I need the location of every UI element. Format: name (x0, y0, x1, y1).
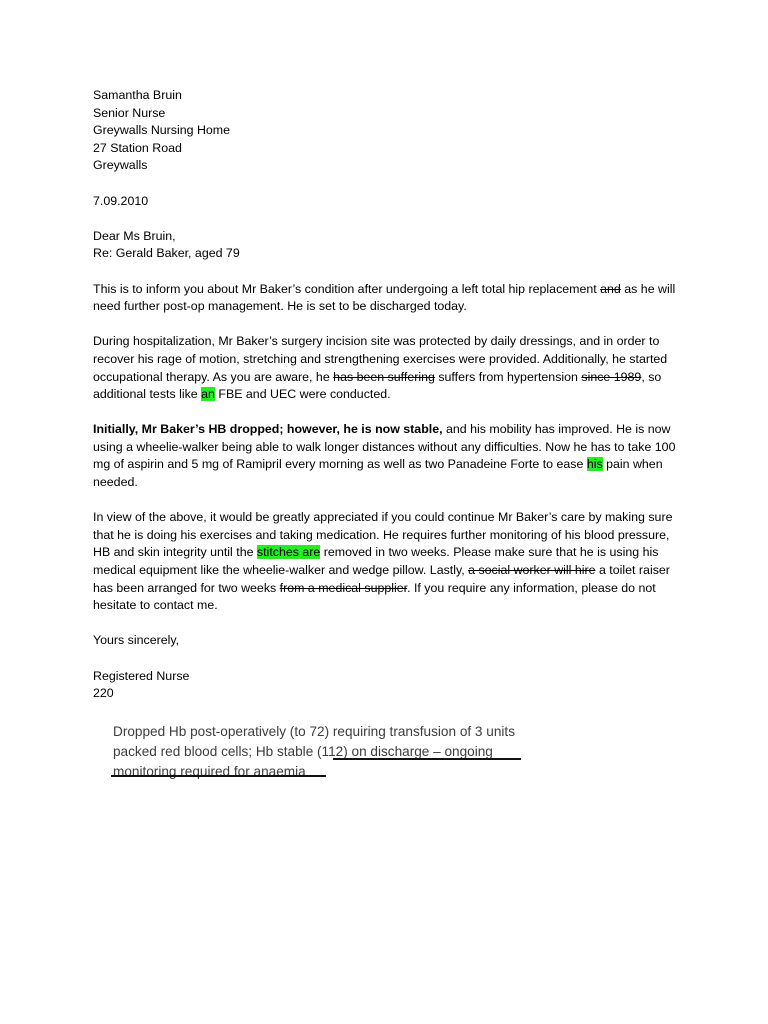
salutation: Dear Ms Bruin, (93, 228, 176, 243)
paragraph-3 (93, 421, 683, 491)
p4-text-a: In view of the above, it would be greatly appreciated if you could continue Mr Baker’s care by making sure that he is doing his exercises and taking medication. He requires further monitoring of his blood pressure, HB and skin integrity until the (93, 510, 673, 560)
paragraph-4 (93, 509, 683, 615)
p1-strike-1: and (600, 281, 621, 296)
p2-highlight-1: an (201, 387, 215, 402)
sender-name: Samantha Bruin (93, 88, 182, 102)
p2-text-d: FBE and UEC were conducted. (214, 387, 391, 402)
paragraph-2 (93, 333, 683, 403)
p3-highlight-1: his (586, 457, 603, 472)
p4-text-b: removed in two weeks. Please make sure that he is using his medical equipment like the wheelie-walker and wedge pillow. Lastly, (93, 545, 659, 578)
note-line-2a: packed red blood cells; Hb stable (112) (113, 744, 352, 759)
pasted-note (113, 722, 543, 782)
sender-town: Greywalls (93, 158, 148, 173)
note-line-1: Dropped Hb post-operatively (to 72) requiring transfusion of 3 units (113, 724, 515, 739)
signature-role: Registered Nurse (93, 668, 190, 683)
p1-text-a: This is to inform you about Mr Baker’s condition after undergoing a left total hip replacement (93, 281, 601, 296)
p1-text-b: as he will need further post-op management. He is set to be discharged today. (93, 281, 676, 314)
letter-body (93, 87, 683, 703)
p2-strike-2: since 1989 (581, 369, 642, 384)
handdrawn-underline-1 (333, 758, 521, 760)
p4-strike-2: from a medical supplier (279, 580, 408, 595)
signature-number: 220 (93, 686, 114, 701)
p3-text-b: pain when needed. (93, 457, 663, 490)
p3-text-a: and his mobility has improved. He is now using a wheelie-walker being able to walk longer distances without any difficulties. Now he has to take 100 mg of aspirin and 5 mg of Ramipril every morning as well as two Panadeine Forte to ease (93, 422, 676, 472)
p2-text-a: During hospitalization, Mr Baker’s surgery incision site was protected by daily dressings, and in order to recover his rage of motion, stretching and strengthening exercises were provided. Additionally, he started occupational therapy. As you are aware, he (93, 334, 668, 384)
p2-strike-1: has been suffering (333, 369, 435, 384)
p4-highlight-1: stitches are (256, 545, 321, 560)
sender-title: Senior Nurse (93, 105, 166, 120)
note-line-3: monitoring required for anaemia (113, 764, 306, 779)
p4-text-d: . If you require any information, please do not hesitate to contact me. (93, 580, 656, 613)
p2-text-c: , so additional tests like (93, 369, 662, 402)
p4-strike-1: a social worker will hire (468, 563, 596, 578)
regarding-line: Re: Gerald Baker, aged 79 (93, 246, 240, 261)
note-line-2b: on discharge – ongoing (351, 744, 493, 759)
sender-street: 27 Station Road (93, 140, 182, 155)
handdrawn-underline-2 (111, 775, 326, 777)
sender-organization: Greywalls Nursing Home (93, 123, 231, 138)
letter-date: 7.09.2010 (93, 193, 149, 208)
p4-text-c: a toilet raiser has been arranged for two weeks (93, 563, 670, 595)
p2-text-b: suffers from hypertension (434, 369, 582, 384)
p3-bold: Initially, Mr Baker’s HB dropped; however, he is now stable, (93, 422, 443, 437)
paragraph-1 (93, 281, 683, 316)
closing: Yours sincerely, (93, 633, 180, 648)
